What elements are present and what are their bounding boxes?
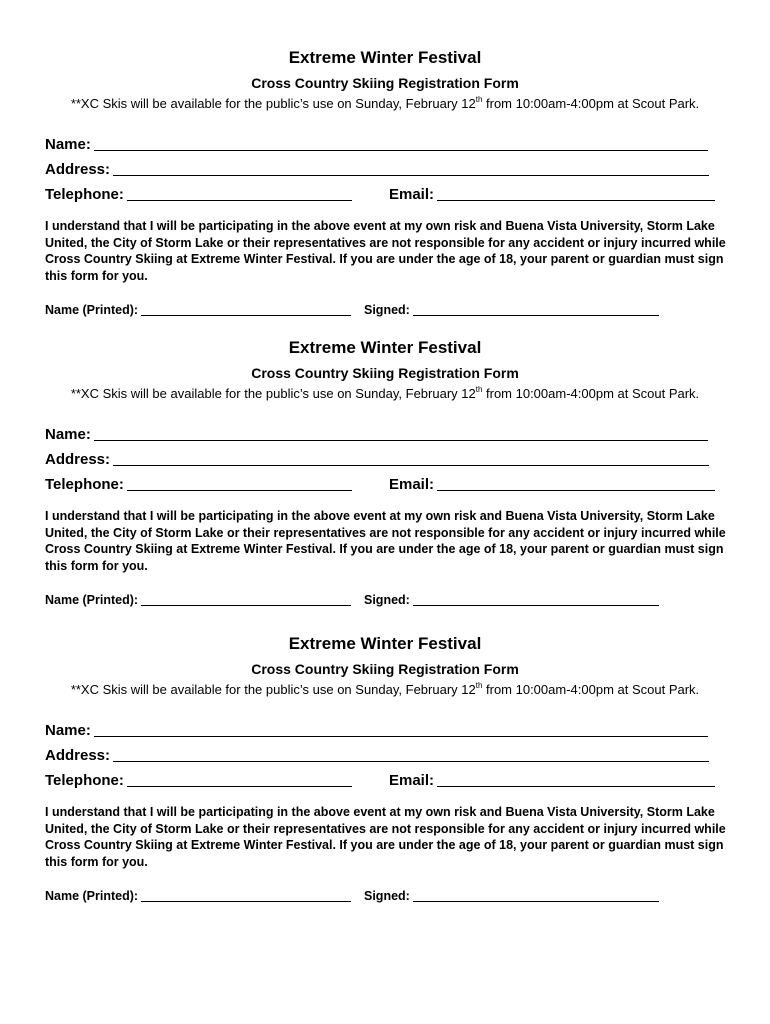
email-field[interactable] xyxy=(437,785,715,787)
email-field[interactable] xyxy=(437,199,715,201)
note-text-start: **XC Skis will be available for the public’s use on Sunday, February 12 xyxy=(70,386,476,401)
address-field[interactable] xyxy=(113,174,709,176)
address-label: Address: xyxy=(45,451,111,468)
note-text-start: **XC Skis will be available for the public’s use on Sunday, February 12 xyxy=(70,96,476,111)
signed-label: Signed: xyxy=(364,303,410,317)
name-row xyxy=(45,719,708,739)
name-field[interactable] xyxy=(94,735,708,737)
address-label: Address: xyxy=(45,747,111,764)
signed-label: Signed: xyxy=(364,593,410,607)
note-text-end: from 10:00am-4:00pm at Scout Park. xyxy=(482,96,700,111)
email-row xyxy=(389,473,715,493)
telephone-field[interactable] xyxy=(127,785,352,787)
form-title: Extreme Winter Festival xyxy=(288,634,482,653)
form-title: Extreme Winter Festival xyxy=(288,338,482,357)
name-label: Name: xyxy=(45,426,91,443)
printed-name-label: Name (Printed): xyxy=(45,303,139,317)
address-field[interactable] xyxy=(113,760,709,762)
liability-waiver: I understand that I will be participating in the above event at my own risk and Buena Vista University, Storm Lake United, the City of Storm Lake or their representatives are not responsible for any accident or injury incurred while Cross Country Skiing at Extreme Winter Festival. If you are under the age of 18, your parent or guardian must sign this form for you. xyxy=(45,509,726,573)
liability-waiver: I understand that I will be participating in the above event at my own risk and Buena Vista University, Storm Lake United, the City of Storm Lake or their representatives are not responsible for any accident or injury incurred while Cross Country Skiing at Extreme Winter Festival. If you are under the age of 18, your parent or guardian must sign this form for you. xyxy=(45,219,726,283)
ski-availability-note xyxy=(0,386,770,401)
signature-field[interactable] xyxy=(413,900,659,902)
form-subtitle: Cross Country Skiing Registration Form xyxy=(251,365,519,381)
telephone-label: Telephone: xyxy=(45,772,124,789)
form-subtitle: Cross Country Skiing Registration Form xyxy=(251,75,519,91)
registration-form-2 xyxy=(0,290,770,607)
note-text-end: from 10:00am-4:00pm at Scout Park. xyxy=(482,386,700,401)
email-row xyxy=(389,183,715,203)
note-superscript: th xyxy=(475,385,483,394)
ski-availability-note xyxy=(0,96,770,111)
email-field[interactable] xyxy=(437,489,715,491)
form-title: Extreme Winter Festival xyxy=(288,48,482,67)
printed-name-label: Name (Printed): xyxy=(45,889,139,903)
address-field[interactable] xyxy=(113,464,709,466)
telephone-row xyxy=(45,769,352,789)
telephone-label: Telephone: xyxy=(45,186,124,203)
registration-form-3 xyxy=(0,586,770,903)
telephone-row xyxy=(45,473,352,493)
email-label: Email: xyxy=(389,186,435,203)
note-superscript: th xyxy=(475,95,483,104)
address-row xyxy=(45,744,709,764)
name-label: Name: xyxy=(45,722,91,739)
note-text-end: from 10:00am-4:00pm at Scout Park. xyxy=(482,682,700,697)
printed-name-row xyxy=(45,886,351,904)
email-label: Email: xyxy=(389,476,435,493)
address-label: Address: xyxy=(45,161,111,178)
address-row xyxy=(45,448,709,468)
telephone-field[interactable] xyxy=(127,199,352,201)
name-label: Name: xyxy=(45,136,91,153)
signed-label: Signed: xyxy=(364,889,410,903)
note-superscript: th xyxy=(475,681,483,690)
note-text-start: **XC Skis will be available for the public’s use on Sunday, February 12 xyxy=(70,682,476,697)
name-field[interactable] xyxy=(94,439,708,441)
signature-row xyxy=(364,886,659,904)
name-row xyxy=(45,133,708,153)
printed-name-field[interactable] xyxy=(141,900,351,902)
email-label: Email: xyxy=(389,772,435,789)
name-row xyxy=(45,423,708,443)
address-row xyxy=(45,158,709,178)
email-row xyxy=(389,769,715,789)
form-subtitle: Cross Country Skiing Registration Form xyxy=(251,661,519,677)
registration-form-1 xyxy=(0,0,770,317)
telephone-field[interactable] xyxy=(127,489,352,491)
liability-waiver: I understand that I will be participating in the above event at my own risk and Buena Vista University, Storm Lake United, the City of Storm Lake or their representatives are not responsible for any accident or injury incurred while Cross Country Skiing at Extreme Winter Festival. If you are under the age of 18, your parent or guardian must sign this form for you. xyxy=(45,805,726,869)
printed-name-label: Name (Printed): xyxy=(45,593,139,607)
telephone-row xyxy=(45,183,352,203)
ski-availability-note xyxy=(0,682,770,697)
telephone-label: Telephone: xyxy=(45,476,124,493)
name-field[interactable] xyxy=(94,149,708,151)
